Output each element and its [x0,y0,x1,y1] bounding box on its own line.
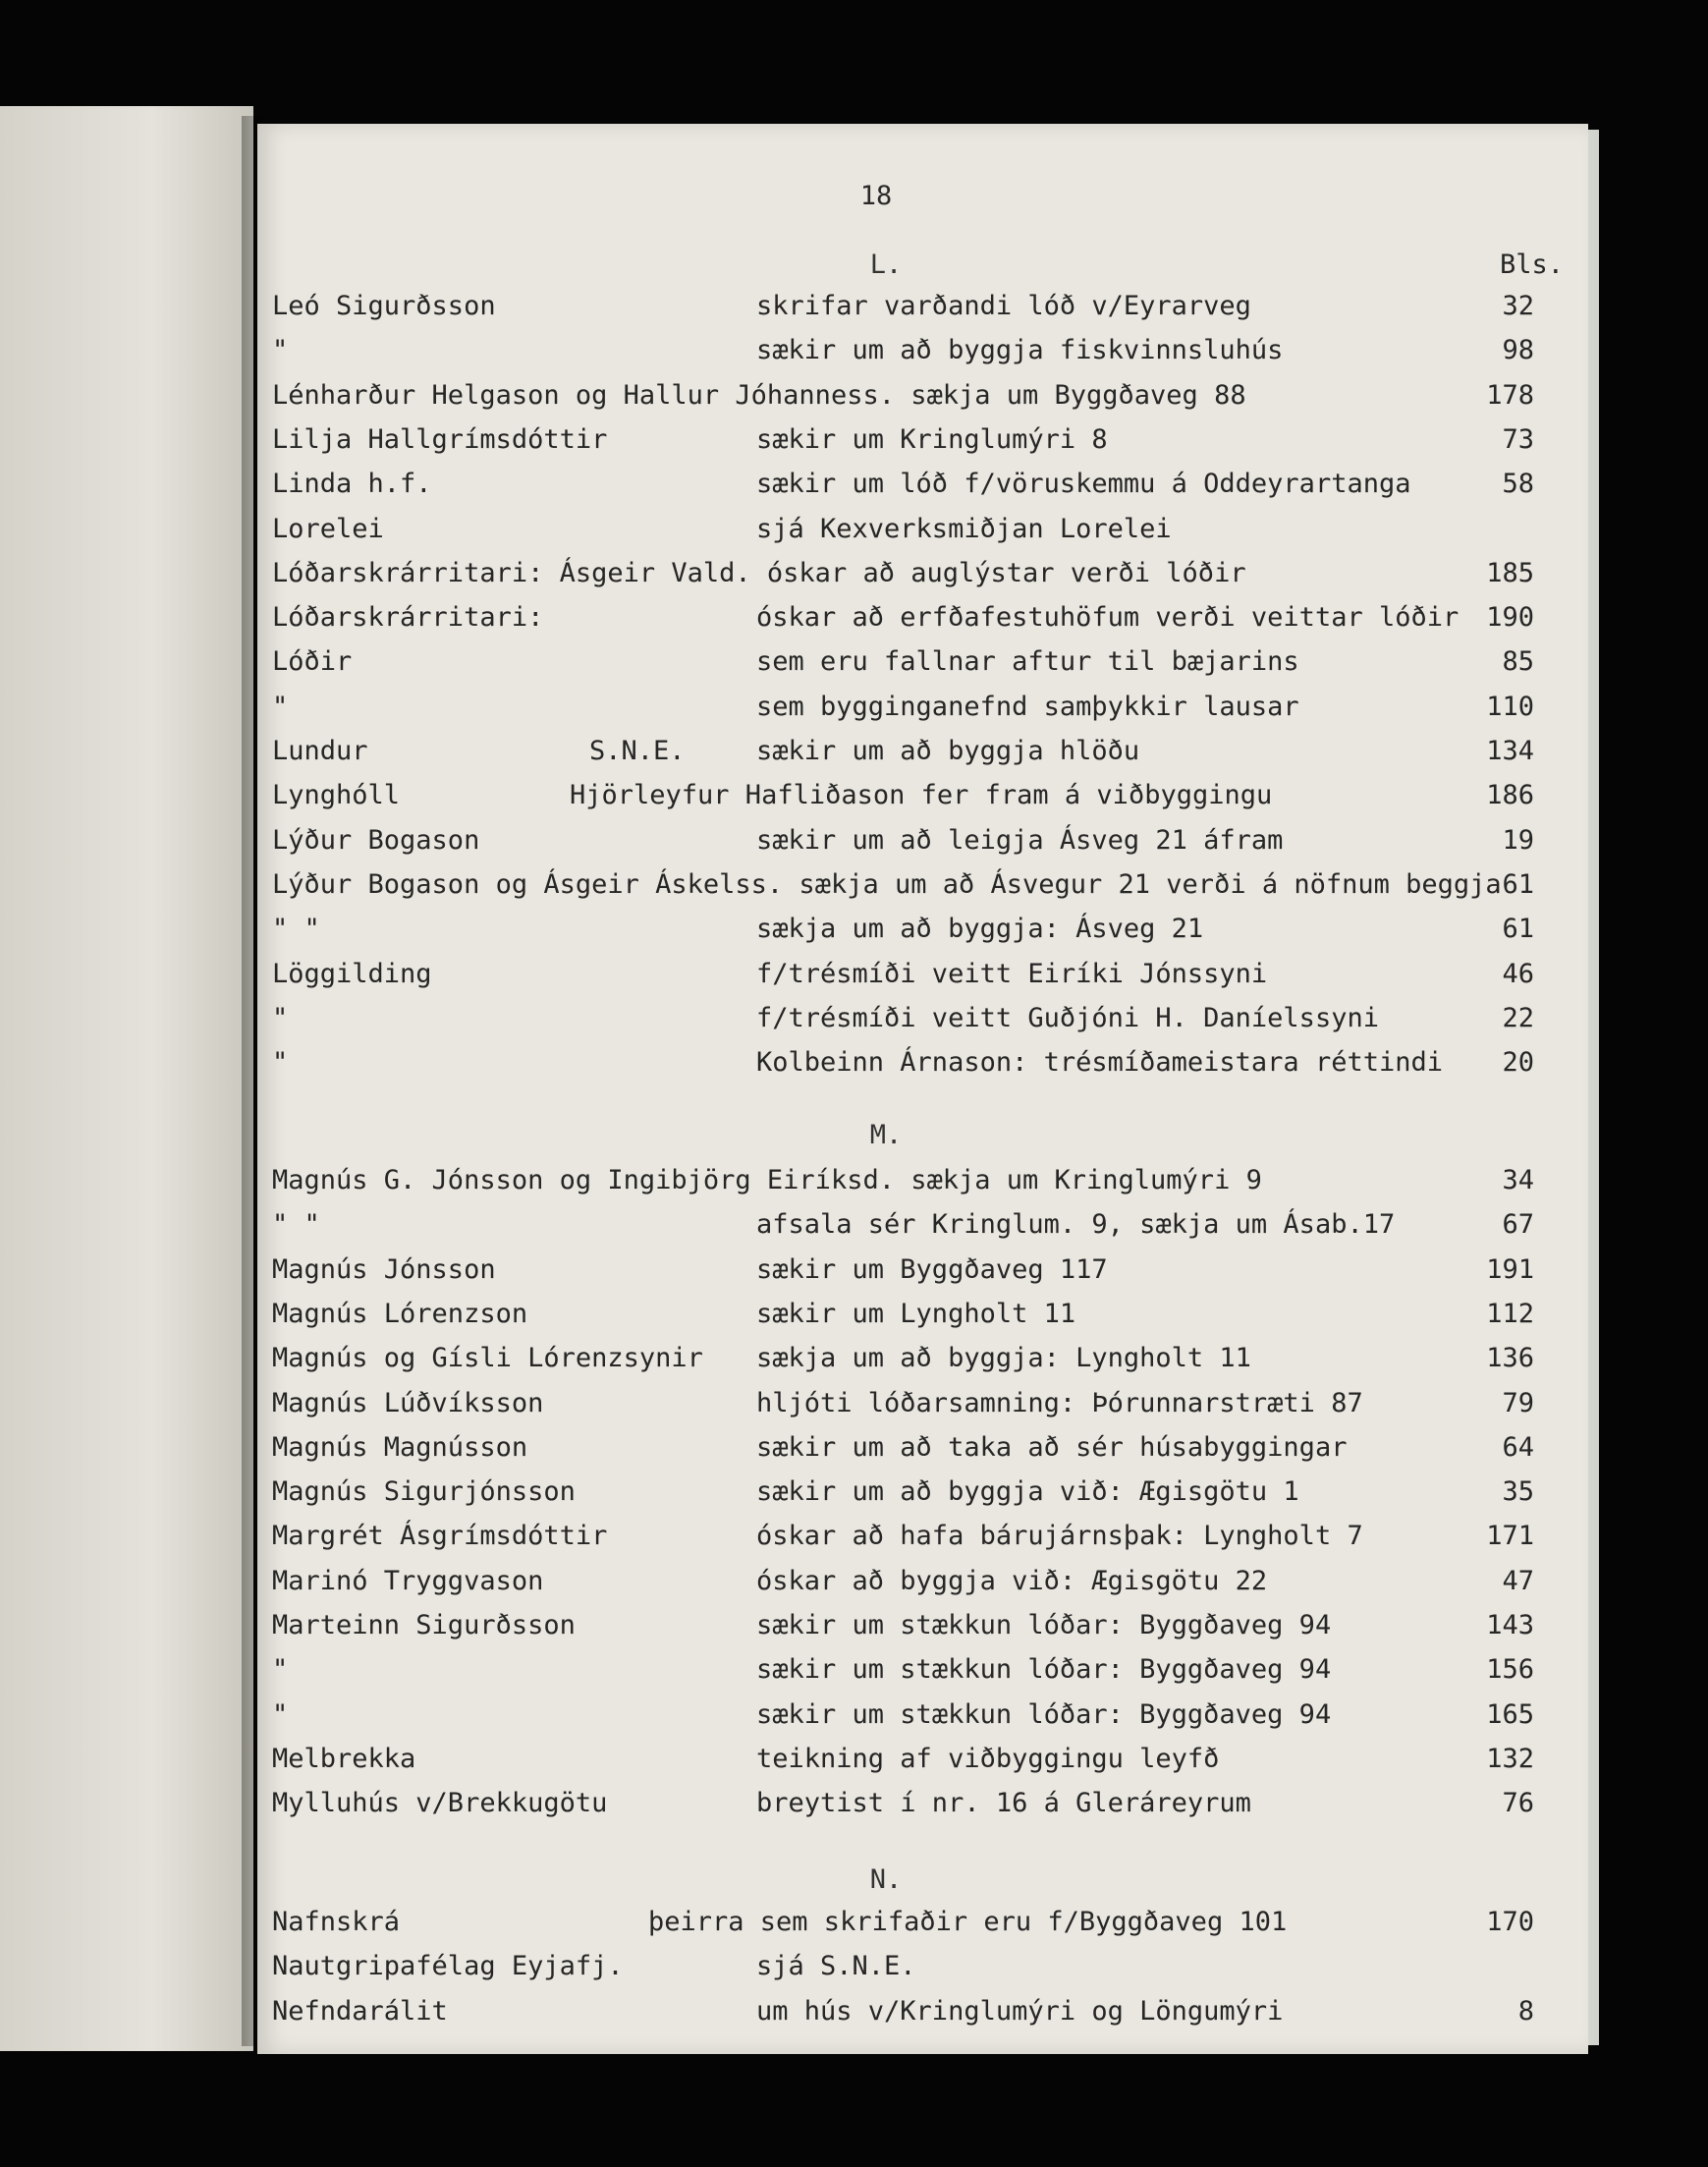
index-row [257,514,1588,557]
entry-name: Linda h.f. [272,469,432,500]
entry-description: sækir um að taka að sér húsabyggingar [756,1431,1348,1463]
entry-description: f/trésmíði veitt Guðjóni H. Daníelssyni [756,1002,1379,1033]
entry-description: teikning af viðbyggingu leyfð [756,1743,1220,1774]
entry-description: f/trésmíði veitt Eiríki Jónssyni [756,958,1268,989]
entry-name: Lorelei [272,513,384,544]
entry-description: sem eru fallnar aftur til bæjarins [756,646,1299,678]
entry-name: Magnús og Gísli Lórenzsynir [272,1343,703,1374]
entry-name: Magnús Sigurjónsson [272,1476,576,1508]
entry-page-ref: 85 [1502,646,1534,678]
entry-description: sjá S.N.E. [756,1951,916,1982]
entry-description: sækir um stækkun lóðar: Byggðaveg 94 [756,1610,1332,1640]
index-row [257,1744,1588,1787]
entry-page-ref: 67 [1502,1209,1534,1241]
entry-middle: Hjörleyfur Hafliðason fer fram á viðbyggingu [570,780,1273,811]
entry-description: sjá Kexverksmiðjan Lorelei [756,513,1172,544]
entry-description: Kolbeinn Árnason: trésmíðameistara réttindi [756,1047,1443,1079]
section-letter-n: N. [869,1864,903,1895]
entry-name: Lénharður Helgason og Hallur Jóhanness. sækja um Byggðaveg 88 [272,379,1246,411]
entry-name: Mylluhús v/Brekkugötu [272,1788,608,1819]
index-row [257,424,1588,468]
index-row [257,1788,1588,1831]
entry-description: sækir um að byggja við: Ægisgötu 1 [756,1476,1299,1508]
index-row [257,469,1588,512]
index-row [257,1047,1588,1090]
entry-description: óskar að erfðafestuhöfum verði veittar lóðir [756,602,1460,634]
entry-description: skrifar varðandi lóð v/Eyrarveg [756,291,1251,321]
index-row [257,1996,1588,2039]
entry-page-ref: 98 [1502,335,1534,366]
entry-page-ref: 134 [1486,736,1534,766]
entry-page-ref: 32 [1502,291,1534,321]
entry-description: óskar að hafa bárujárnsþak: Lyngholt 7 [756,1521,1363,1552]
entry-page-ref: 156 [1486,1654,1534,1686]
entry-page-ref: 165 [1486,1698,1534,1730]
entry-description: sækir um Byggðaveg 117 [756,1253,1108,1285]
entry-name: Marteinn Sigurðsson [272,1610,576,1640]
entry-page-ref: 132 [1486,1743,1534,1774]
entry-description: sækir um stækkun lóðar: Byggðaveg 94 [756,1698,1332,1730]
entry-page-ref: 112 [1486,1298,1534,1329]
entry-name: Magnús Lúðvíksson [272,1387,544,1418]
index-row [257,780,1588,823]
entry-name: " [272,1654,289,1686]
entry-page-ref: 34 [1502,1165,1534,1195]
entry-page-ref: 64 [1502,1431,1534,1463]
section-letter-m: M. [869,1120,903,1150]
entry-name: Magnús Magnússon [272,1431,528,1463]
entry-page-ref: 190 [1486,602,1534,634]
entry-name: Lýður Bogason [272,824,480,856]
entry-name: Lundur [272,736,368,766]
entry-page-ref: 19 [1502,824,1534,856]
entry-page-ref: 47 [1502,1565,1534,1596]
entry-description: sækir um lóð f/vöruskemmu á Oddeyrartanga [756,469,1411,500]
entry-page-ref: 76 [1502,1788,1534,1819]
entry-name: " [272,1002,289,1033]
index-row [257,380,1588,423]
entry-name: Lýður Bogason og Ásgeir Áskelss. sækja um að Ásvegur 21 verði á nöfnum beggja [272,868,1502,900]
index-row [257,1299,1588,1342]
entry-name: Lóðarskrárritari: [272,602,544,634]
entry-page-ref: 35 [1502,1476,1534,1508]
entry-name: Magnús G. Jónsson og Ingibjörg Eiríksd. sækja um Kringlumýri 9 [272,1165,1262,1195]
index-row [257,825,1588,868]
entry-description: sækir um að byggja hlöðu [756,736,1140,766]
entry-page-ref: 61 [1502,914,1534,945]
entry-name: " " [272,1209,320,1241]
entry-page-ref: 191 [1486,1253,1534,1285]
facing-page [0,106,253,2051]
entry-page-ref: 61 [1502,868,1534,900]
entry-page-ref: 110 [1486,691,1534,722]
entry-page-ref: 20 [1502,1047,1534,1079]
entry-page-ref: 143 [1486,1610,1534,1640]
entry-name: Melbrekka [272,1743,416,1774]
entry-page-ref: 22 [1502,1002,1534,1033]
entry-name: Marinó Tryggvason [272,1565,544,1596]
index-row [257,1209,1588,1252]
entry-description: sækir um stækkun lóðar: Byggðaveg 94 [756,1654,1332,1686]
page-number: 18 [859,181,893,211]
entry-description: sækja um að byggja: Ásveg 21 [756,914,1204,945]
index-row [257,1432,1588,1475]
index-row [257,1654,1588,1697]
entry-name: " [272,335,289,366]
entry-name: Nautgripafélag Eyjafj. [272,1951,624,1982]
entry-name: " " [272,914,320,945]
entry-description: breytist í nr. 16 á Gleráreyrum [756,1788,1251,1819]
entry-name: Nafnskrá [272,1907,401,1937]
index-row [257,692,1588,735]
index-row [257,1951,1588,1994]
entry-name: Magnús Jónsson [272,1253,496,1285]
entry-name: Lilja Hallgrímsdóttir [272,423,608,455]
index-row [257,914,1588,957]
index-row [257,1343,1588,1386]
index-row [257,1165,1588,1208]
entry-page-ref: 79 [1502,1387,1534,1418]
index-row [257,1610,1588,1653]
entry-page-ref: 58 [1502,469,1534,500]
index-row [257,1388,1588,1431]
entry-name: Lóðarskrárritari: Ásgeir Vald. óskar að auglýstar verði lóðir [272,557,1246,588]
entry-page-ref: 171 [1486,1521,1534,1552]
entry-page-ref: 46 [1502,958,1534,989]
index-row [257,1003,1588,1046]
entry-description: sækir um Kringlumýri 8 [756,423,1108,455]
entry-name: " [272,1047,289,1079]
entry-description: óskar að byggja við: Ægisgötu 22 [756,1565,1268,1596]
entry-name: " [272,1698,289,1730]
index-row [257,1907,1588,1950]
entry-description: sækir um að byggja fiskvinnsluhús [756,335,1284,366]
index-row [257,558,1588,601]
entry-page-ref: 186 [1486,780,1534,811]
entry-page-ref: 185 [1486,557,1534,588]
index-row [257,602,1588,645]
index-row [257,1254,1588,1298]
entry-name: Lynghóll [272,780,401,811]
entry-description: hljóti lóðarsamning: Þórunnarstræti 87 [756,1387,1363,1418]
entry-description: um hús v/Kringlumýri og Löngumýri [756,1995,1284,2027]
bls-column-header: Bls. [1499,250,1564,280]
entry-name: Nefndarálit [272,1995,448,2027]
entry-description: sækir um Lyngholt 11 [756,1298,1076,1329]
entry-page-ref: 178 [1486,379,1534,411]
index-row [257,1521,1588,1564]
section-letter-l: L. [869,250,903,280]
entry-middle: þeirra sem skrifaðir eru f/Byggðaveg 101 [648,1907,1288,1937]
entry-page-ref: 73 [1502,423,1534,455]
index-page [257,124,1588,2054]
entry-page-ref: 8 [1517,1995,1534,2027]
entry-name: Lóðir [272,646,353,678]
entry-name: Magnús Lórenzson [272,1298,528,1329]
entry-name: Leó Sigurðsson [272,291,496,321]
index-row [257,1476,1588,1520]
entry-page-ref: 136 [1486,1343,1534,1374]
index-row [257,646,1588,690]
entry-name: Margrét Ásgrímsdóttir [272,1521,608,1552]
entry-name: Löggilding [272,958,432,989]
index-row [257,959,1588,1002]
entry-description: afsala sér Kringlum. 9, sækja um Ásab.17 [756,1209,1396,1241]
index-row [257,335,1588,378]
entry-middle: S.N.E. [589,736,686,766]
index-row [257,869,1588,913]
entry-name: " [272,691,289,722]
index-row [257,736,1588,779]
index-row [257,1566,1588,1609]
entry-description: sækir um að leigja Ásveg 21 áfram [756,824,1284,856]
entry-page-ref: 170 [1486,1907,1534,1937]
index-row [257,291,1588,334]
index-row [257,1699,1588,1743]
entry-description: sem bygginganefnd samþykkir lausar [756,691,1299,722]
entry-description: sækja um að byggja: Lyngholt 11 [756,1343,1251,1374]
